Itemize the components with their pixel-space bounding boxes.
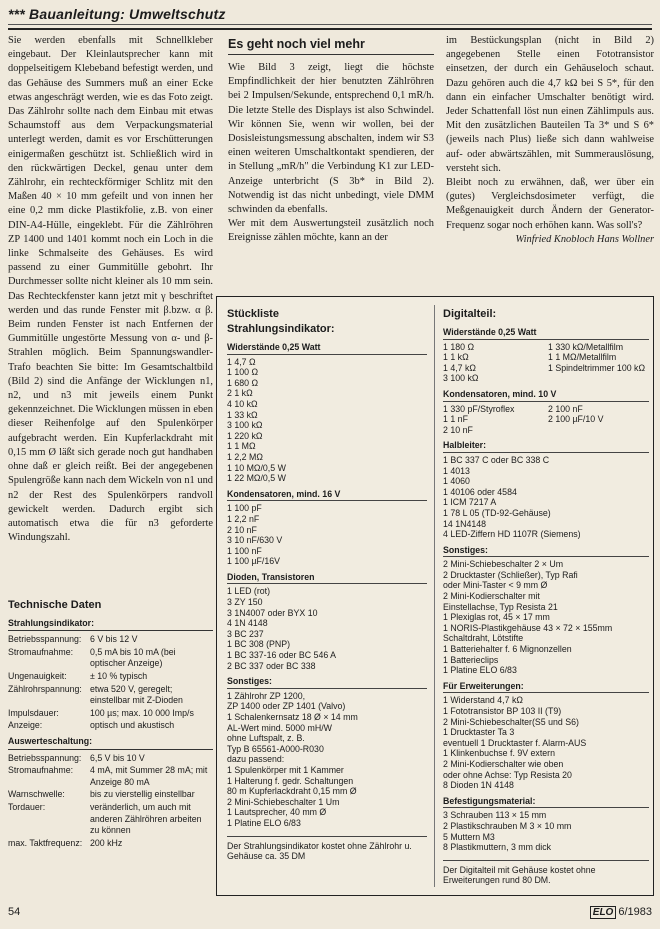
parts-group-heading: Kondensatoren, mind. 16 V: [227, 489, 427, 502]
tech-data-label: Zählrohrspannung:: [8, 683, 82, 694]
tech-data-value: 0,5 mA bis 10 mA (bei optischer Anzeige): [90, 646, 176, 669]
tech-data-label: Betriebsspannung:: [8, 752, 82, 763]
paragraph: Wie Bild 3 zeigt, liegt die höchste Empfindlichkeit der hier benutzten Zählröhren bei 2 Impulsen/Sekunde, entsprechend 0,1 mR/h. Die letzte Stelle des Displays ist also Schwindel. Wir können Sie, wenn wir wollen, bei der Dosisleistungsmessung abschalten, indem wir S3 einen weiteren Umschaltkontakt spendieren, der in Stellung „mR/h" die Verbindung K1 zur LED-Anzeige unterbricht (S 3b* in Bild 2). Notwendig ist das nicht unbedingt, viele DMM schwinden da ebenfalls.: [228, 62, 434, 216]
parts-item: 80 m Kupferlackdraht 0,15 mm Ø: [227, 786, 357, 797]
paragraph: Wer mit dem Auswertungsteil zusätzlich noch Ereignisse zählen möchte, kann an der: [228, 218, 434, 244]
parts-item: 2 Plastikschrauben M 3 × 10 mm: [443, 820, 572, 831]
parts-item: 2 BC 337 oder BC 338: [227, 660, 316, 671]
parts-item: Schaltdraht, Lötstifte: [443, 633, 524, 644]
parts-item: 1 Fototransistor BP 103 II (T9): [443, 706, 562, 716]
parts-item: 1 78 L 05 (TD-92-Gehäuse): [443, 507, 551, 518]
parts-item: 1 Widerstand 4,7 kΩ: [443, 695, 523, 706]
parts-item: 1 100 Ω: [227, 367, 259, 378]
parts-item: 1 2,2 nF: [227, 513, 260, 524]
tech-data-value: bis zu vierstellig einstellbar: [90, 789, 195, 800]
author-credit: Winfried Knobloch Hans Wollner: [515, 233, 654, 245]
tech-data-value: 6 V bis 12 V: [90, 634, 138, 645]
header-title: *** Bauanleitung: Umweltschutz: [8, 6, 226, 22]
parts-item: [548, 425, 649, 436]
parts-item: 1 NORIS-Plastikgehäuse 43 × 72 × 155mm: [443, 622, 613, 633]
parts-group-heading: Dioden, Transistoren: [227, 572, 427, 585]
parts-item: 1 100 pF: [227, 503, 262, 514]
article-column-1: [8, 34, 213, 545]
tech-data-value: 200 kHz: [90, 837, 123, 848]
parts-item: 2 Mini-Schiebeschalter 2 × Um: [443, 559, 564, 570]
parts-item-grid: [443, 342, 649, 384]
parts-item: ZP 1400 oder ZP 1401 (Valvo): [227, 701, 346, 712]
parts-item-grid: [443, 404, 649, 436]
tech-data-row: [8, 789, 213, 801]
tech-data-value: etwa 520 V, geregelt; einstellbar mit Z-Dioden: [90, 683, 183, 706]
parts-item: 1 33 kΩ: [227, 409, 258, 420]
tech-data-row: [8, 671, 213, 683]
parts-item: 1 10 MΩ/0,5 W: [227, 462, 286, 473]
parts-item: 2 100 µF/10 V: [548, 414, 604, 425]
parts-item: 14 1N4148: [443, 518, 487, 529]
parts-item: 1 Lautsprecher, 40 mm Ø: [227, 807, 327, 818]
parts-item: 2 Mini-Kodierschalter wie oben: [443, 758, 564, 769]
parts-item: 1 BC 337 C oder BC 338 C: [443, 454, 550, 465]
parts-item: 1 220 kΩ: [227, 430, 263, 441]
parts-item: 4 LED-Ziffern HD 1107R (Siemens): [443, 529, 581, 540]
parts-divider: [434, 305, 435, 887]
page-footer: [8, 906, 652, 922]
parts-item: oder Mini-Taster < 9 mm Ø: [443, 580, 548, 591]
parts-item: 1 1 MΩ: [227, 441, 256, 452]
parts-item: 1 680 Ω: [227, 377, 259, 388]
parts-item: 1 330 kΩ/Metallfilm: [548, 341, 624, 352]
parts-list-digital: [443, 307, 649, 886]
section-heading: Es geht noch viel mehr: [228, 36, 434, 55]
parts-item: 1 4,7 Ω: [227, 356, 256, 367]
parts-item: Typ B 65561-A000-R030: [227, 743, 324, 754]
parts-item: 1 Spindeltrimmer 100 kΩ: [548, 362, 646, 373]
parts-item: eventuell 1 Drucktaster f. Alarm-AUS: [443, 737, 587, 748]
parts-item: 1 4013: [443, 465, 470, 476]
parts-group-heading: Befestigungsmaterial:: [443, 796, 649, 809]
parts-item: 3 100 kΩ: [443, 373, 479, 384]
parts-item: 2 10 nF: [443, 424, 473, 435]
tech-data-label: max. Taktfrequenz:: [8, 837, 83, 848]
tech-data-label: Anzeige:: [8, 720, 43, 731]
tech-data-value: veränderlich, um auch mit anderen Zählröhren arbeiten zu können: [90, 801, 202, 836]
parts-list-radiation-indicator: [227, 307, 427, 862]
parts-item: 1 40106 oder 4584: [443, 486, 517, 497]
price-note: Der Digitalteil mit Gehäuse kostet ohne Erweiterungen rund 80 DM.: [443, 860, 649, 886]
article-column-3: [446, 34, 654, 247]
tech-data-group-heading: Strahlungsindikator:: [8, 618, 213, 632]
parts-item: 1 330 pF/Styroflex: [443, 403, 515, 414]
parts-item: 3 1N4007 oder BYX 10: [227, 607, 318, 618]
tech-data-label: Stromaufnahme:: [8, 765, 74, 776]
tech-data-label: Warnschwelle:: [8, 789, 65, 800]
page-number: 54: [8, 906, 21, 918]
tech-data-value: 100 µs; max. 10 000 Imp/s: [90, 707, 194, 718]
parts-item: 3 Schrauben 113 × 15 mm: [443, 810, 547, 821]
parts-item: 1 1 nF: [443, 414, 468, 425]
magazine-issue: [590, 906, 652, 918]
parts-group-heading: Halbleiter:: [443, 440, 649, 453]
parts-item: 1 Drucktaster Ta 3: [443, 727, 515, 738]
parts-group-heading: Sonstiges:: [443, 545, 649, 558]
parts-item: 1 22 MΩ/0,5 W: [227, 473, 286, 484]
parts-item: 1 Zählrohr ZP 1200,: [227, 690, 306, 701]
parts-item: 2 1 kΩ: [227, 388, 253, 399]
parts-item: 1 100 µF/16V: [227, 556, 280, 567]
magazine-logo: ELO: [590, 906, 617, 919]
parts-item: 8 Plastikmuttern, 3 mm dick: [443, 842, 552, 853]
parts-item: 1 180 Ω: [443, 341, 475, 352]
parts-item: 1 Spulenkörper mit 1 Kammer: [227, 764, 344, 775]
parts-item: 3 100 kΩ: [227, 420, 263, 431]
tech-data-row: [8, 720, 213, 732]
article-column-2: [228, 34, 434, 246]
parts-item: 4 10 kΩ: [227, 398, 258, 409]
parts-item: 1 1 MΩ/Metallfilm: [548, 352, 617, 363]
tech-data-label: Stromaufnahme:: [8, 646, 74, 657]
parts-list-subtitle: Strahlungsindikator:: [227, 323, 335, 335]
parts-item: 2 Mini-Schiebeschalter(S5 und S6): [443, 716, 579, 727]
parts-item: 2 10 nF: [227, 524, 257, 535]
parts-group-heading: Widerstände 0,25 Watt: [443, 327, 649, 340]
tech-data-row: [8, 765, 213, 788]
tech-data-row: [8, 647, 213, 670]
page-header: [8, 6, 652, 30]
paragraph: im Bestückungsplan (nicht in Bild 2) angegebenen Stelle einen Fototransistor einsetzen, der durch ein Gehäuseloch schaut. Dazu gehören auch die 4,7 kΩ bei S 5*, für den dann ein einfacher Umschalter benötigt wird. Jeder Schattenfall löst nun einen Zählimpuls aus. Mit den zusätzlichen Bauteilen Ta 3* und S 6* (jeweils nach Plus) ließe sich dann wahlweise auf- oder abwärtszählen, mit Summerauslösung, versteht sich.: [446, 35, 654, 174]
parts-group-heading: Sonstiges:: [227, 676, 427, 689]
parts-item: 1 2,2 MΩ: [227, 451, 263, 462]
tech-data-row: [8, 838, 213, 850]
parts-item: 2 Mini-Kodierschalter mit: [443, 591, 540, 602]
tech-data-row: [8, 753, 213, 765]
tech-data-value: 6,5 V bis 10 V: [90, 752, 145, 763]
parts-item: 1 100 nF: [227, 545, 262, 556]
parts-item: Einstellachse, Typ Resista 21: [443, 601, 558, 612]
parts-item: 1 Schalenkernsatz 18 Ø × 14 mm: [227, 712, 358, 722]
parts-item: 1 LED (rot): [227, 586, 271, 597]
parts-item: 5 Muttern M3: [443, 831, 495, 842]
paragraph: Bleibt noch zu erwähnen, daß, wer über ein (gutes) Vergleichsdosimeter verfügt, die Meßgenauigkeit durch Ändern der Generator-Frequenz sogar noch erhöhen kann. Was soll's?: [446, 177, 654, 231]
parts-item: 1 4,7 kΩ: [443, 362, 476, 373]
parts-list-title: Stückliste: [227, 308, 279, 320]
parts-item: 2 100 nF: [548, 403, 583, 414]
technical-data-title: Technische Daten: [8, 599, 102, 611]
tech-data-label: Ungenauigkeit:: [8, 670, 67, 681]
parts-item: 4 1N 4148: [227, 618, 268, 629]
tech-data-value: 4 mA, mit Summer 28 mA; mit Anzeige 80 mA: [90, 765, 208, 787]
header-rule: [8, 24, 652, 25]
parts-list-digital-title: Digitalteil:: [443, 308, 497, 320]
tech-data-label: Impulsdauer:: [8, 707, 59, 718]
tech-data-label: Betriebsspannung:: [8, 634, 82, 645]
parts-item: 3 10 nF/630 V: [227, 535, 283, 546]
parts-item: 1 Plexiglas rot, 45 × 17 mm: [443, 612, 550, 623]
parts-item: 3 BC 237: [227, 628, 264, 639]
parts-group-heading: Widerstände 0,25 Watt: [227, 342, 427, 355]
tech-data-row: [8, 634, 213, 646]
tech-data-row: [8, 684, 213, 707]
price-note: Der Strahlungsindikator kostet ohne Zählrohr u. Gehäuse ca. 35 DM: [227, 836, 427, 862]
parts-item: 1 Klinkenbuchse f. 9V extern: [443, 748, 555, 759]
technical-data: [8, 600, 213, 850]
parts-group-heading: Für Erweiterungen:: [443, 681, 649, 694]
parts-item: 2 Drucktaster (Schließer), Typ Rafi: [443, 569, 578, 580]
tech-data-value: ± 10 % typisch: [90, 670, 148, 681]
paragraph: Sie werden ebenfalls mit Schnellkleber eingebaut. Der Kleinlautsprecher kann mit doppelseitigem Klebeband befestigt werden, und das Gehäuse des Summers muß an einer Ecke etwas angeschrägt werden, wie es das Foto zeigt. Das Zählrohr sollte nach dem Einbau mit etwas Schaumstoff aus dem Verpackungsmaterial unterlegt werden, damit es vor Erschütterungen einigermaßen geschützt ist. Schließlich wird in den rückwärtigen Deckel, genau unter dem Zählrohr, ein rechteckförmiger Schlitz mit den Maßen 40 × 10 mm gefeilt und von innen her eine 0,2 mm dicke Plastikfolie, z.B. von einer DIN-A4-Hülle, eingeklebt. Für die Zählröhren ZP 1400 und 1401 kommt noch ein Loch in die linke Schmalseite des Gehäuses. Es wird passend zu einer Gummitülle gebohrt. Ihr Durchmesser sollte nicht kleiner als 10 mm sein. Das Rechteckfenster kann jetzt mit γ beschriftet werden und das runde Fenster mit β.bzw. α β. Beim runden Fenster ist nach Entfernen der Gummitülle ungestörte Messung von α- und β-Strahlen möglich. Beim Spannungswandler-Trafo beachten Sie bitte: Im Gesamtschaltbild (Bild 2) sind die Anfänge der Wicklungen n1, n2, und n3 mit jeweils einem Punkt gekennzeichnet. Die Wicklungen müssen in eben dieser Reihenfolge auf den Spulenkörper aufgebracht werden. Ein Kupferlackdraht mit 0,15 mm Ø läßt sich gerade noch gut handhaben ohne daß er gleich reißt. Bei der angegebenen Spulengröße kann nach dem Wickeln von n1 und n2 der Rest des Spulenkörpers randvoll gewickelt werden. Dadurch ergibt sich automatisch etwa die für n3 geforderte Windungszahl.: [8, 35, 213, 544]
parts-group-heading: Kondensatoren, mind. 10 V: [443, 389, 649, 402]
parts-item: 1 BC 337-16 oder BC 546 A: [227, 650, 337, 661]
parts-item: 1 1 kΩ: [443, 352, 469, 363]
parts-item: 1 Platine ELO 6/83: [227, 817, 301, 828]
parts-item: [548, 373, 649, 384]
parts-item: 2 Mini-Schiebeschalter 1 Um: [227, 796, 340, 807]
tech-data-group-heading: Auswerteschaltung:: [8, 736, 213, 750]
parts-item: 1 ICM 7217 A: [443, 497, 497, 508]
parts-item: 1 Batteriehalter f. 6 Mignonzellen: [443, 644, 572, 655]
parts-item: 3 ZY 150: [227, 597, 263, 608]
parts-item: 1 Platine ELO 6/83: [443, 665, 517, 676]
parts-item: 1 Batterieclips: [443, 654, 499, 665]
parts-item: ohne Luftspalt, z. B.: [227, 733, 305, 744]
parts-item: AL-Wert mind. 5000 mH/W: [227, 722, 332, 733]
tech-data-value: optisch und akustisch: [90, 720, 175, 731]
parts-item: 1 4060: [443, 476, 470, 487]
parts-item: dazu passend:: [227, 754, 285, 765]
parts-item: oder ohne Achse: Typ Resista 20: [443, 769, 572, 780]
tech-data-row: [8, 708, 213, 720]
parts-item: 8 Dioden 1N 4148: [443, 780, 514, 791]
parts-item: 1 BC 308 (PNP): [227, 639, 291, 650]
issue-label: 6/1983: [618, 906, 652, 918]
parts-list-box: [216, 296, 654, 896]
parts-item: 1 Halterung f. gedr. Schaltungen: [227, 775, 354, 786]
tech-data-row: [8, 802, 213, 837]
tech-data-label: Tordauer:: [8, 801, 46, 812]
